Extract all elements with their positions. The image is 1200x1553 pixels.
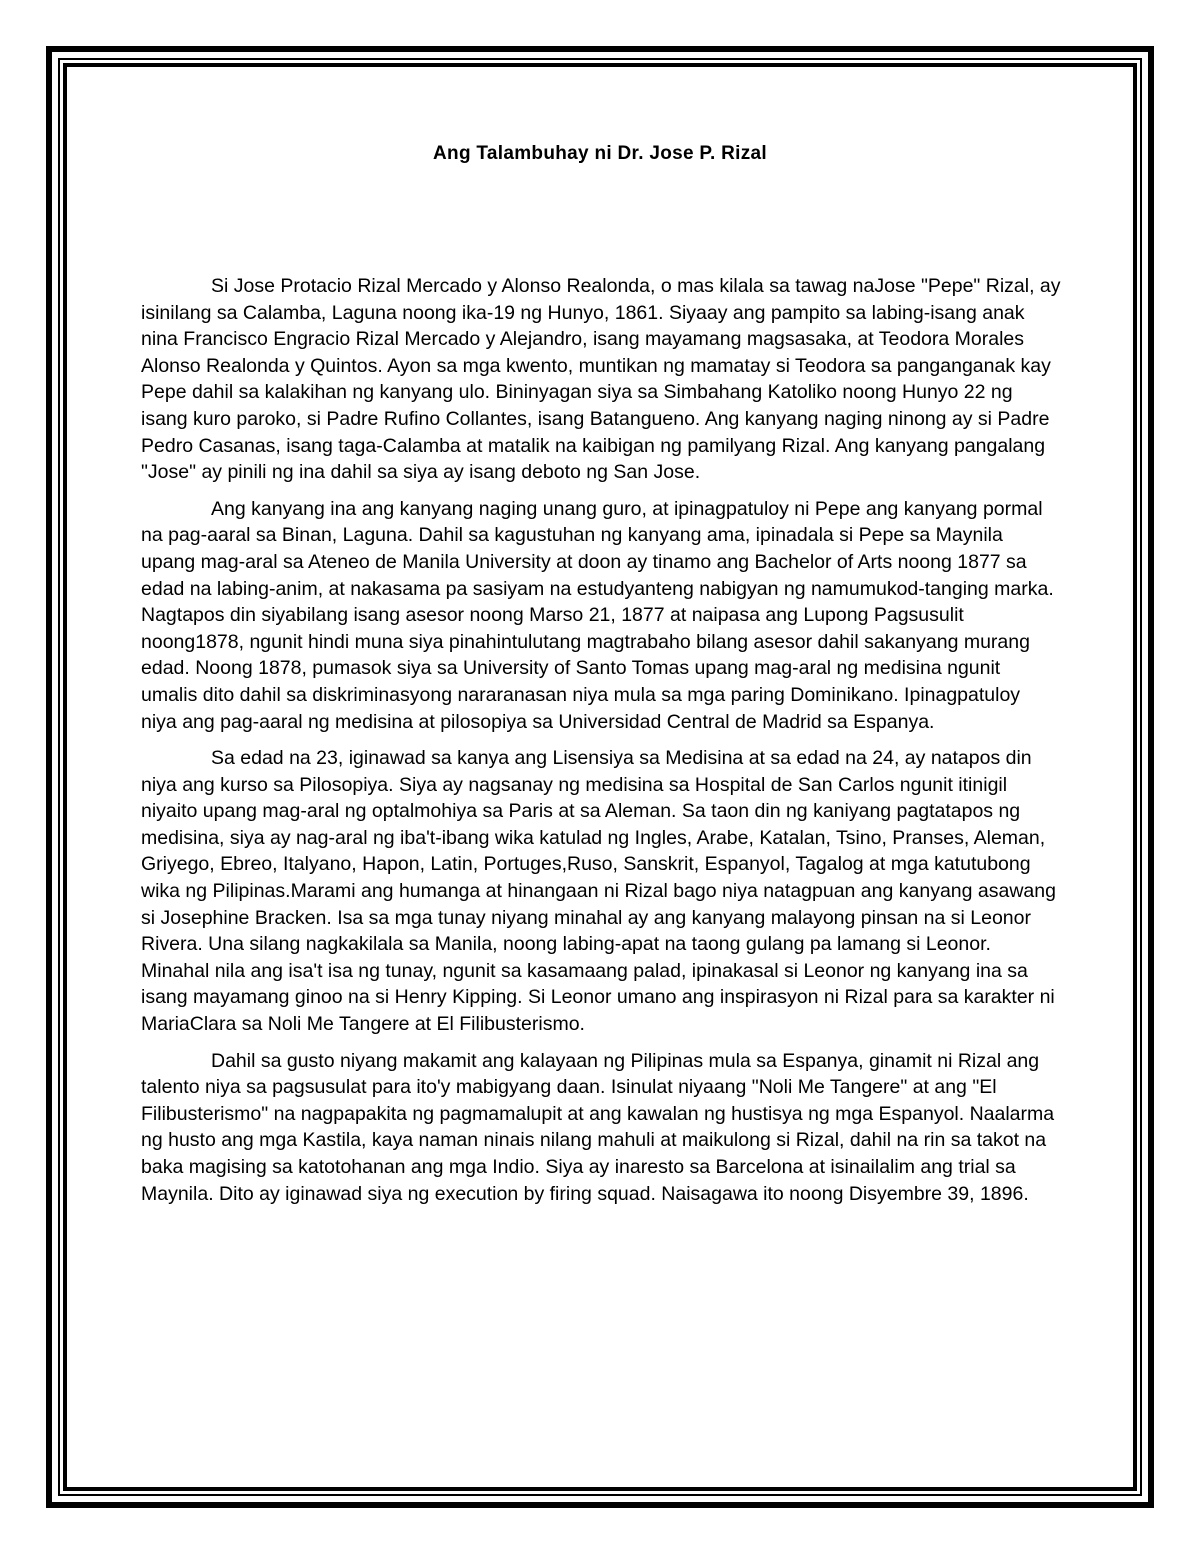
paragraph-4: Dahil sa gusto niyang makamit ang kalayaan ng Pilipinas mula sa Espanya, ginamit ni Rizal ang talento niya sa pagsusulat para ito'y mabigyang daan. Isinulat niyaang "Noli Me Tangere" at ang "El Filibusterismo" na nagpapakita ng pagmamalupit at ang kawalan ng hustisya ng mga Espanyol. Naalarma ng husto ang mga Kastila, kaya naman ninais nilang mahuli at maikulong si Rizal, dahil na rin sa takot na baka magising sa katotohanan ang mga Indio. Siya ay inaresto sa Barcelona at isinailalim ang trial sa Maynila. Dito ay iginawad siya ng execution by firing squad. Naisagawa ito noong Disyembre 39, 1896. (141, 1049, 1055, 1205)
paragraph-2: Ang kanyang ina ang kanyang naging unang guro, at ipinagpatuloy ni Pepe ang kanyang pormal na pag-aaral sa Binan, Laguna. Dahil sa kagustuhan ng kanyang ama, ipinadala si Pepe sa Maynila upang mag-aral sa Ateneo de Manila University at doon ay tinamo ang Bachelor of Arts noong 1877 sa edad na labing-anim, at nakasama pa sasiyam na estudyanteng nabigyan ng namumukod-tanging marka. Nagtapos din siyabilang isang asesor noong Marso 21, 1877 at naipasa ang Lupong Pagsusulit noong1878, ngunit hindi muna siya pinahintulutang magtrabaho bilang asesor dahil sakanyang murang edad. Noong 1878, pumasok siya sa University of Santo Tomas upang mag-aral ng medisina ngunit umalis dito dahil sa diskriminasyong nararanasan niya mula sa mga paring Dominikano. Ipinagpatuloy niya ang pag-aaral ng medisina at pilosopiya sa Universidad Central de Madrid sa Espanya. (141, 497, 1054, 733)
paragraph-3: Sa edad na 23, iginawad sa kanya ang Lisensiya sa Medisina at sa edad na 24, ay natapos din niya ang kurso sa Pilosopiya. Siya ay nagsanay ng medisina sa Hospital de San Carlos ngunit itinigil niyaito upang mag-aral ng optalmohiya sa Paris at sa Aleman. Sa taon din ng kaniyang pagtatapos ng medisina, siya ay nag-aral ng iba't-ibang wika katulad ng Ingles, Arabe, Katalan, Tsino, Pranses, Aleman, Griyego, Ebreo, Italyano, Hapon, Latin, Portuges,Ruso, Sanskrit, Espanyol, Tagalog at mga katutubong wika ng Pilipinas.Marami ang humanga at hinangaan ni Rizal bago niya natagpuan ang kanyang asawang si Josephine Bracken. Isa sa mga tunay niyang minahal ay ang kanyang malayong pinsan na si Leonor Rivera. Una silang nagkakilala sa Manila, noong labing-apat na taong gulang pa lamang si Leonor. Minahal nila ang isa't isa ng tunay, ngunit sa kasamaang palad, ipinakasal si Leonor ng kanyang ina sa isang mayamang ginoo na si Henry Kipping. Si Leonor umano ang inspirasyon ni Rizal para sa karakter ni MariaClara sa Noli Me Tangere at El Filibusterismo. (141, 747, 1056, 1036)
paragraph-1: Si Jose Protacio Rizal Mercado y Alonso Realonda, o mas kilala sa tawag naJose "Pepe" Rizal, ay isinilang sa Calamba, Laguna noong ika-19 ng Hunyo, 1861. Siyaay ang pampito sa labing-isang anak nina Francisco Engracio Rizal Mercado y Alejandro, isang mayamang magsasaka, at Teodora Morales Alonso Realonda y Quintos. Ayon sa mga kwento, muntikan ng mamatay si Teodora sa panganganak kay Pepe dahil sa kalakihan ng kanyang ulo. Bininyagan siya sa Simbahang Katoliko noong Hunyo 22 ng isang kuro paroko, si Padre Rufino Collantes, isang Batangueno. Ang kanyang naging ninong ay si Padre Pedro Casanas, isang taga-Calamba at matalik na kaibigan ng pamilyang Rizal. Ang kanyang pangalang "Jose" ay pinili ng ina dahil sa siya ay isang deboto ng San Jose. (141, 275, 1061, 484)
document-body (141, 273, 1061, 1217)
document-title: Ang Talambuhay ni Dr. Jose P. Rizal (433, 143, 767, 164)
